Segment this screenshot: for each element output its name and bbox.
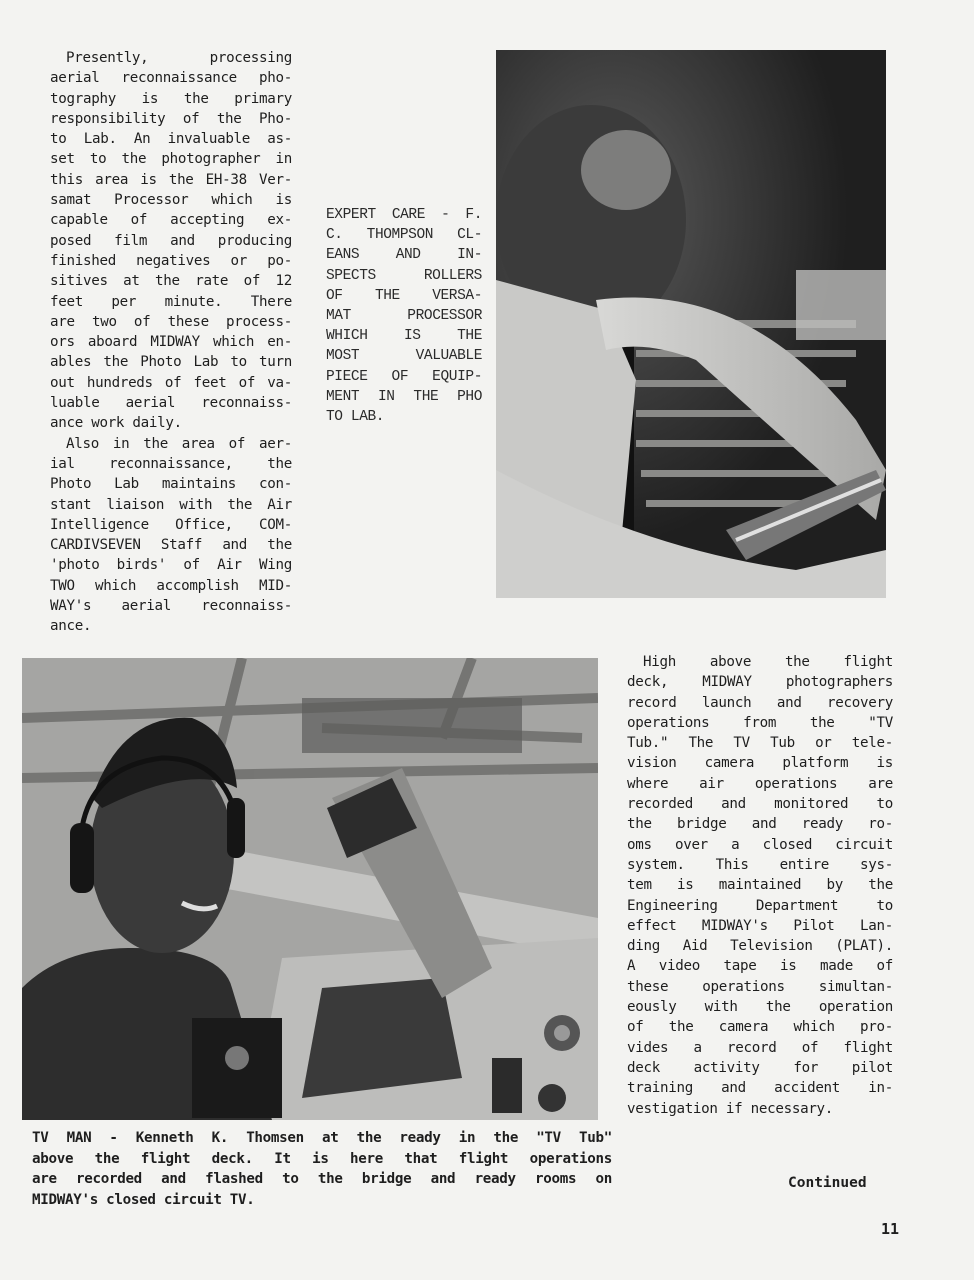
text-line: capable of accepting ex-	[50, 212, 292, 229]
text-line: these operations simultan-	[627, 978, 893, 995]
text-line: EANS AND IN-	[326, 247, 482, 264]
text-line: stant liaison with the Air	[50, 496, 292, 513]
text-line: the bridge and ready ro-	[627, 816, 893, 833]
text-line: TV MAN - Kenneth K. Thomsen at the ready in the "TV Tub"	[32, 1130, 612, 1146]
text-line: training and accident in-	[627, 1080, 893, 1097]
text-line: ial reconnaissance, the	[50, 455, 292, 472]
text-line: TWO which accomplish MID-	[50, 577, 292, 594]
text-line: sitives at the rate of 12	[50, 273, 292, 290]
text-line: TO LAB.	[326, 409, 385, 426]
text-line: oms over a closed circuit	[627, 836, 893, 853]
text-line: ables the Photo Lab to turn	[50, 354, 292, 371]
text-line: Also in the area of aer-	[66, 435, 292, 452]
text-line: deck, MIDWAY photographers	[627, 674, 893, 691]
text-line: WAY's aerial reconnaiss-	[50, 598, 292, 615]
text-line: OF THE VERSA-	[326, 287, 482, 304]
text-line: where air operations are	[627, 775, 893, 792]
photo-tv-tub-image	[22, 658, 598, 1120]
article-left-column	[50, 48, 292, 637]
text-line: out hundreds of feet of va-	[50, 374, 292, 391]
text-line: High above the flight	[643, 654, 893, 670]
text-line: SPECTS ROLLERS	[326, 267, 482, 284]
text-line: A video tape is made of	[627, 958, 893, 975]
text-line: Engineering Department to	[627, 897, 893, 914]
text-line: EXPERT CARE - F.	[326, 207, 482, 223]
paragraph-photo-lab-processing	[50, 48, 292, 434]
photo-tv-man-thomsen	[22, 658, 598, 1120]
paragraph-tv-tub	[627, 652, 893, 1119]
text-line: PIECE OF EQUIP-	[326, 368, 482, 385]
text-line: ance work daily.	[50, 415, 182, 432]
page-number: 11	[881, 1220, 900, 1238]
text-line: MAT PROCESSOR	[326, 308, 482, 325]
text-line: luable aerial reconnaiss-	[50, 395, 292, 412]
photo-versamat-processor-image	[496, 50, 886, 598]
text-line: MIDWAY's closed circuit TV.	[32, 1191, 255, 1208]
text-line: above the flight deck. It is here that flight operations	[32, 1150, 612, 1167]
photo-thompson-cleaning-rollers	[496, 50, 886, 598]
text-line: Photo Lab maintains con-	[50, 476, 292, 493]
text-line: to Lab. An invaluable as-	[50, 131, 292, 148]
text-line: are two of these process-	[50, 313, 292, 330]
paragraph-aerial-reconnaissance-liaison	[50, 434, 292, 637]
text-line: vision camera platform is	[627, 755, 893, 772]
text-line: responsibility of the Pho-	[50, 110, 292, 127]
text-line: feet per minute. There	[50, 293, 292, 310]
text-line: finished negatives or po-	[50, 252, 292, 269]
text-line: aerial reconnaissance pho-	[50, 70, 292, 87]
text-line: Presently, processing	[66, 50, 292, 66]
text-line: MOST VALUABLE	[326, 348, 482, 365]
text-line: this area is the EH-38 Ver-	[50, 171, 292, 188]
text-line: MENT IN THE PHO	[326, 388, 482, 405]
text-line: operations from the "TV	[627, 714, 893, 731]
text-line: set to the photographer in	[50, 151, 292, 168]
text-line: posed film and producing	[50, 232, 292, 249]
text-line: tography is the primary	[50, 90, 292, 107]
text-line: WHICH IS THE	[326, 328, 482, 345]
text-line: vides a record of flight	[627, 1039, 893, 1056]
text-line: 'photo birds' of Air Wing	[50, 557, 292, 574]
caption-expert-care	[326, 205, 482, 427]
article-right-column	[627, 652, 893, 1119]
text-line: eously with the operation	[627, 999, 893, 1016]
continued-label: Continued	[788, 1175, 867, 1191]
text-line: Intelligence Office, COM-	[50, 516, 292, 533]
text-line: C. THOMPSON CL-	[326, 227, 482, 244]
text-line: are recorded and flashed to the bridge and ready rooms on	[32, 1171, 612, 1187]
text-line: vestigation if necessary.	[627, 1100, 834, 1117]
text-line: deck activity for pilot	[627, 1059, 893, 1076]
text-line: Tub." The TV Tub or tele-	[627, 735, 893, 752]
text-line: ors aboard MIDWAY which en-	[50, 334, 292, 351]
text-line: of the camera which pro-	[627, 1019, 893, 1036]
text-line: tem is maintained by the	[627, 877, 893, 894]
text-line: recorded and monitored to	[627, 796, 893, 813]
text-line: ding Aid Television (PLAT).	[627, 938, 893, 955]
text-line: record launch and recovery	[627, 694, 893, 711]
text-line: ance.	[50, 618, 92, 635]
text-line: samat Processor which is	[50, 192, 292, 209]
text-line: system. This entire sys-	[627, 856, 893, 873]
caption-tv-man	[32, 1128, 612, 1210]
text-line: effect MIDWAY's Pilot Lan-	[627, 917, 893, 934]
text-line: CARDIVSEVEN Staff and the	[50, 537, 292, 554]
